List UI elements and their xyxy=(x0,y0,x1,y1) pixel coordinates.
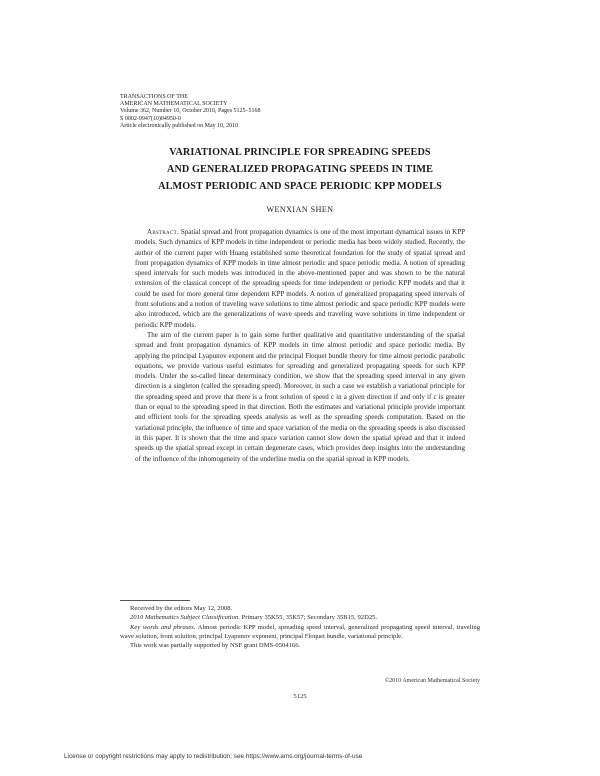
abstract-paragraph-1 xyxy=(135,227,465,330)
journal-volume: Volume 362, Number 10, October 2010, Pages 5125–5168 xyxy=(120,108,261,115)
abstract xyxy=(135,227,465,464)
paper-title xyxy=(115,144,485,195)
publication-date: Article electronically published on May 10, 2010 xyxy=(120,122,239,129)
keywords xyxy=(120,623,480,642)
journal-series: TRANSACTIONS OF THE xyxy=(120,94,188,100)
page-number: 5125 xyxy=(293,693,307,700)
author-name: WENXIAN SHEN xyxy=(266,205,334,214)
license-notice: License or copyright restrictions may apply to redistribution; see https://www.ams.org/journal-terms-of-use xyxy=(64,753,363,760)
msc-label: 2010 Mathematics Subject Classification. xyxy=(130,614,240,622)
copyright-notice: ©2010 American Mathematical Society xyxy=(384,678,480,684)
title-line-3: ALMOST PERIODIC AND SPACE PERIODIC KPP MODELS xyxy=(158,181,442,192)
received-date: Received by the editors May 12, 2008. xyxy=(130,605,233,612)
journal-name: AMERICAN MATHEMATICAL SOCIETY xyxy=(120,101,228,108)
funding-note: This work was partially supported by NSF grant DMS-0504166. xyxy=(130,642,301,650)
msc-classification xyxy=(120,613,480,622)
journal-issn: S 0002-9947(10)04950-0 xyxy=(120,115,181,122)
title-line-2: AND GENERALIZED PROPAGATING SPEEDS IN TIME xyxy=(167,164,433,175)
abstract-label: Abstract. xyxy=(147,228,180,236)
msc-text: Primary 35K55, 35K57; Secondary 35B15, 92D25. xyxy=(241,614,378,622)
keywords-text: Almost periodic KPP model, spreading speed interval, generalized propagating speed interval, traveling wave solution, front solution, principal Lyapunov exponent, principal Floquet bundle, variational principle. xyxy=(120,623,480,640)
abstract-paragraph-2: The aim of the current paper is to gain some further qualitative and quantitative understanding of the spatial spread and front propagation dynamics of KPP models in time almost periodic and space periodic media. By applying the principal Lyapunov exponent and the principal Floquet bundle theory for time almost periodic parabolic equations, we provide various useful estimates for spreading and generalized propagating speeds for such KPP models. Under the so-called linear determinacy condition, we show that the spreading speed interval in any given direction is a singleton (called the spreading speed). Moreover, in such a case we establish a variational principle for the spreading speed and prove that there is a front solution of speed c in a given direction if and only if c is greater than or equal to the spreading speed in that direction. Both the estimates and variational principle provide important and efficient tools for the spreading speeds analysis as well as the spreading speeds computation. Based on the variational principle, the influence of time and space variation of the media on the spreading speeds is also discussed in this paper. It is shown that the time and space variation cannot slow down the spatial spread and that it indeed speeds up the spatial spread except in certain degenerate cases, which provides deep insights into the understanding of the influence of the inhomogeneity of the underline media on the spatial spread in KPP models. xyxy=(135,330,465,463)
journal-header xyxy=(120,94,480,130)
abstract-text-1: Spatial spread and front propagation dynamics is one of the most important dynamical issues in KPP models. Such dynamics of KPP models in time independent or periodic media has been widely studied. Recently, the author of the current paper with Huang established some theoretical foundation for the study of spatial spread and front propagation dynamics of KPP models in time almost periodic and space periodic media. A notion of spreading speed intervals for such models was introduced in the above-mentioned paper and was shown to be the natural extension of the classical concept of the spreading speeds for time independent or periodic KPP models and that it could be used for more general time dependent KPP models. A notion of generalized propagating speed intervals of front solutions and a notion of traveling wave solutions to time almost periodic and space periodic KPP models were also introduced, which are the generalizations of wave speeds and traveling wave solutions in time independent or periodic KPP models. xyxy=(135,228,466,329)
footnote-rule xyxy=(120,600,190,601)
footnotes xyxy=(120,604,480,650)
title-line-1: VARIATIONAL PRINCIPLE FOR SPREADING SPEEDS xyxy=(169,147,431,158)
keywords-label: Key words and phrases. xyxy=(130,623,196,631)
